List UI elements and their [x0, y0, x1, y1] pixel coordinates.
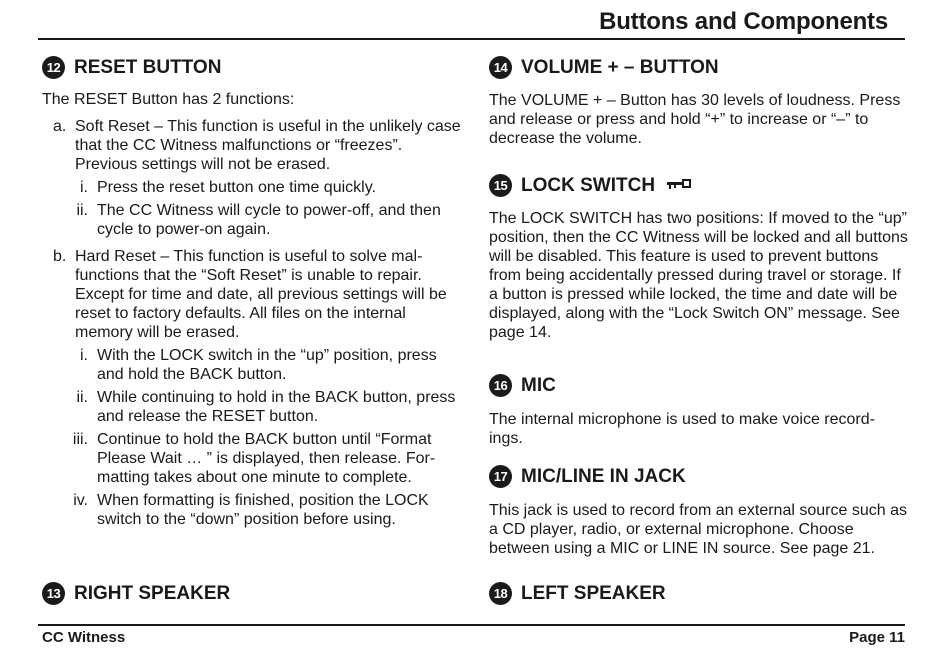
step-text: Continue to hold the BACK button until “Format Please Wait … ” is displayed, then release. For-matting takes about one minute to complete. [97, 431, 436, 486]
hard-reset-item [42, 247, 462, 529]
list-marker: i. [80, 347, 88, 364]
section-title: RIGHT SPEAKER [74, 582, 231, 604]
section-lock-heading [489, 174, 691, 197]
list-marker: ii. [76, 389, 88, 406]
lock-description: The LOCK SWITCH has two positions: If moved to the “up” position, then the CC Witness will be locked and all buttons will be disabled. This feature is used to prevent buttons from being accidentally pressed during travel or storage. If a button is pressed while locked, the time and date will be displayed, along with the “Lock Switch ON” message. See page 14. [489, 210, 908, 341]
list-item [42, 388, 462, 426]
section-title: MIC/LINE IN JACK [521, 465, 686, 487]
list-marker: i. [80, 179, 88, 196]
section-mic-heading [489, 374, 556, 397]
reset-description [42, 90, 462, 529]
list-marker: b. [53, 248, 67, 265]
footer-page-number: Page 11 [849, 629, 905, 646]
soft-reset-steps [42, 178, 462, 239]
hard-reset-steps [42, 346, 462, 529]
header-rule [38, 38, 905, 40]
step-text: With the LOCK switch in the “up” position, press and hold the BACK button. [97, 347, 437, 383]
soft-reset-item [42, 117, 462, 239]
mic-description: The internal microphone is used to make voice record-ings. [489, 411, 875, 447]
step-text: While continuing to hold in the BACK button, press and release the RESET button. [97, 389, 456, 425]
list-item [42, 491, 462, 529]
reset-intro: The RESET Button has 2 functions: [42, 91, 295, 108]
jack-description: This jack is used to record from an external source such as a CD player, radio, or external microphone. Choose between using a MIC or LINE IN source. See page 21. [489, 502, 907, 557]
list-marker: iii. [72, 431, 88, 448]
step-text: When formatting is finished, position the LOCK switch to the “down” position before using. [97, 492, 429, 528]
section-number-badge: 14 [489, 56, 512, 79]
soft-reset-text: Soft Reset – This function is useful in the unlikely case that the CC Witness malfunctions or “freezes”. Previous settings will not be erased. [75, 118, 461, 173]
section-volume-heading [489, 56, 719, 79]
hard-reset-text: Hard Reset – This function is useful to solve mal-functions that the “Soft Reset” is unable to repair. Except for time and date, all previous settings will be reset to factory defaults. All files on the internal memory will be erased. [75, 248, 447, 341]
section-left-speaker-heading [489, 582, 666, 605]
section-number-badge: 15 [489, 174, 512, 197]
section-right-speaker-heading [42, 582, 230, 605]
list-item [42, 178, 462, 197]
section-title: LOCK SWITCH [521, 174, 656, 196]
list-item [42, 201, 462, 239]
reset-functions-list [42, 117, 462, 529]
section-number-badge: 12 [42, 56, 65, 79]
section-number-badge: 17 [489, 465, 512, 488]
page-header-title: Buttons and Components [599, 8, 888, 35]
step-text: The CC Witness will cycle to power-off, and then cycle to power-on again. [97, 202, 441, 238]
list-item [42, 430, 462, 487]
section-number-badge: 13 [42, 582, 65, 605]
volume-description: The VOLUME + – Button has 30 levels of loudness. Press and release or press and hold “+” to increase or “–” to decrease the volume. [489, 92, 901, 147]
section-title: VOLUME + – BUTTON [521, 56, 719, 78]
list-item [42, 346, 462, 384]
step-text: Press the reset button one time quickly. [97, 179, 376, 196]
section-reset-heading [42, 56, 221, 79]
list-marker: ii. [76, 202, 88, 219]
section-jack-heading [489, 465, 686, 488]
section-title: MIC [521, 374, 556, 396]
section-number-badge: 16 [489, 374, 512, 397]
section-title: LEFT SPEAKER [521, 582, 666, 604]
section-title: RESET BUTTON [74, 56, 222, 78]
footer-product-name: CC Witness [42, 629, 126, 646]
list-marker: iv. [73, 492, 88, 509]
footer-rule [38, 624, 905, 626]
key-icon [667, 175, 691, 197]
list-marker: a. [53, 118, 67, 135]
section-number-badge: 18 [489, 582, 512, 605]
